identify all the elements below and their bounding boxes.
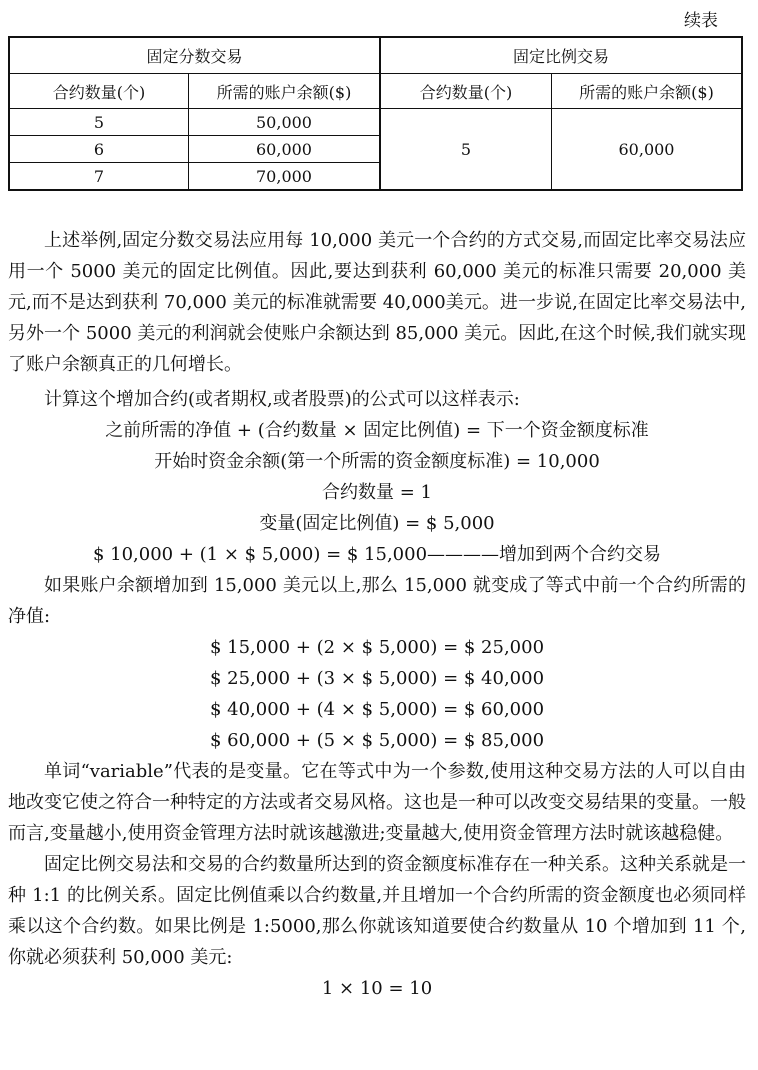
formula-line: 之前所需的净值 + (合约数量 × 固定比例值) = 下一个资金额度标准 — [105, 420, 649, 441]
column-header-balance-ratio: 所需的账户余额($) — [552, 74, 743, 109]
equation-line: $ 60,000 + (5 × $ 5,000) = $ 85,000 — [209, 730, 545, 751]
formula-line: 变量(固定比例值) = $ 5,000 — [259, 513, 495, 534]
cell-contracts: 6 — [9, 136, 189, 163]
table-group-header-row — [9, 37, 742, 74]
formula-line: $ 10,000 + (1 × $ 5,000) = $ 15,000————增加到两个合约交易 — [92, 544, 662, 565]
paragraph: 固定比例交易法和交易的合约数量所达到的资金额度标准存在一种关系。这种关系就是一种 1:1 的比例关系。固定比例值乘以合约数量,并且增加一个合约所需的资金额度也必须同样乘以这个合约数。如果比例是 1:5000,那么你就该知道要使合约数量从 10 个增加到 11 个,你就必须获利 50,000 美元: — [8, 854, 746, 968]
cell-contracts: 5 — [9, 109, 189, 136]
cell-balance: 50,000 — [189, 109, 381, 136]
cell-balance: 70,000 — [189, 163, 381, 191]
paragraph: 如果账户余额增加到 15,000 美元以上,那么 15,000 就变成了等式中前一个合约所需的净值: — [8, 575, 746, 627]
equation-line: $ 15,000 + (2 × $ 5,000) = $ 25,000 — [209, 637, 545, 658]
equation-line: $ 25,000 + (3 × $ 5,000) = $ 40,000 — [209, 668, 545, 689]
paragraph: 上述举例,固定分数交易法应用每 10,000 美元一个合约的方式交易,而固定比率交易法应用一个 5000 美元的固定比例值。因此,要达到获利 60,000 美元的标准只需要 20,000 美元,而不是达到获利 70,000 美元的标准就需要 40,000美元。进一步说,在固定比率交易法中,另外一个 5000 美元的利润就会使账户余额达到 85,000 美元。因此,在这个时候,我们就实现了账户余额真正的几何增长。 — [8, 230, 746, 375]
table-row — [9, 109, 742, 136]
paragraph: 计算这个增加合约(或者期权,或者股票)的公式可以这样表示: — [44, 389, 520, 410]
column-header-balance: 所需的账户余额($) — [189, 74, 381, 109]
formula-line: 合约数量 = 1 — [322, 482, 432, 503]
cell-balance: 60,000 — [189, 136, 381, 163]
equation-line: 1 × 10 = 10 — [321, 978, 433, 999]
table-column-header-row — [9, 74, 742, 109]
cell-ratio-balance: 60,000 — [552, 109, 743, 191]
group-header-fixed-ratio: 固定比例交易 — [380, 37, 742, 74]
column-header-contracts-ratio: 合约数量(个) — [380, 74, 552, 109]
column-header-contracts: 合约数量(个) — [9, 74, 189, 109]
cell-contracts: 7 — [9, 163, 189, 191]
equation-line: $ 40,000 + (4 × $ 5,000) = $ 60,000 — [209, 699, 545, 720]
paragraph: 单词“variable”代表的是变量。它在等式中为一个参数,使用这种交易方法的人可以自由地改变它使之符合一种特定的方法或者交易风格。这也是一种可以改变交易结果的变量。一般而言,变量越小,使用资金管理方法时就该越激进;变量越大,使用资金管理方法时就该越稳健。 — [8, 761, 746, 844]
cell-ratio-contracts: 5 — [380, 109, 552, 191]
comparison-table — [8, 36, 743, 191]
continued-table-label: 续表 — [684, 11, 718, 31]
body-text — [8, 225, 746, 1004]
formula-line: 开始时资金余额(第一个所需的资金额度标准) = 10,000 — [154, 451, 600, 472]
group-header-fixed-fractional: 固定分数交易 — [9, 37, 380, 74]
